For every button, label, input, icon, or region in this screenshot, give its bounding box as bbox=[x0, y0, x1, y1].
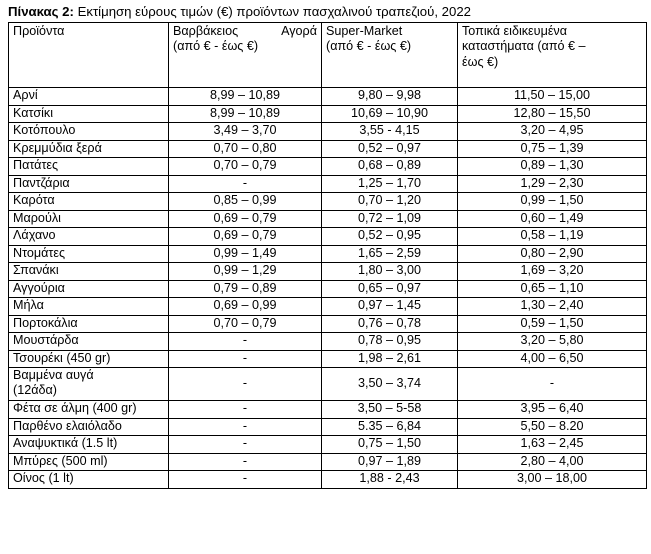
cell-local-stores: 2,80 – 4,00 bbox=[458, 453, 647, 471]
table-row bbox=[9, 298, 647, 316]
cell-product bbox=[9, 418, 169, 436]
cell-product bbox=[9, 298, 169, 316]
cell-varvakeios: 0,69 – 0,79 bbox=[169, 210, 322, 228]
cell-product bbox=[9, 263, 169, 281]
cell-supermarket: 0,72 – 1,09 bbox=[322, 210, 458, 228]
cell-supermarket: 0,65 – 0,97 bbox=[322, 280, 458, 298]
cell-varvakeios: 8,99 – 10,89 bbox=[169, 88, 322, 106]
header-supermarket bbox=[322, 23, 458, 88]
cell-varvakeios: - bbox=[169, 436, 322, 454]
cell-product bbox=[9, 401, 169, 419]
cell-local-stores: 3,95 – 6,40 bbox=[458, 401, 647, 419]
cell-local-stores: 12,80 – 15,50 bbox=[458, 105, 647, 123]
cell-varvakeios: 3,49 – 3,70 bbox=[169, 123, 322, 141]
cell-supermarket: 0,70 – 1,20 bbox=[322, 193, 458, 211]
header-local-stores bbox=[458, 23, 647, 88]
product-name: Καρότα bbox=[13, 193, 55, 207]
header-local-line2: καταστήματα (από € – bbox=[462, 39, 586, 54]
header-local-line3: έως €) bbox=[462, 54, 499, 69]
cell-supermarket: 1,80 – 3,00 bbox=[322, 263, 458, 281]
product-name: Μπύρες (500 ml) bbox=[13, 453, 108, 468]
header-varvakeios-unit: (από € - έως €) bbox=[173, 39, 259, 54]
table-row bbox=[9, 193, 647, 211]
table-row bbox=[9, 105, 647, 123]
cell-local-stores: 1,29 – 2,30 bbox=[458, 175, 647, 193]
table-row bbox=[9, 228, 647, 246]
table-row bbox=[9, 471, 647, 489]
cell-local-stores: 1,30 – 2,40 bbox=[458, 298, 647, 316]
product-name: Αγγούρια bbox=[13, 280, 65, 295]
cell-product bbox=[9, 436, 169, 454]
product-name: Πατάτες bbox=[13, 158, 59, 172]
cell-local-stores: 3,00 – 18,00 bbox=[458, 471, 647, 489]
cell-supermarket: 1,65 – 2,59 bbox=[322, 245, 458, 263]
header-varvakeios-line1b: Αγορά bbox=[281, 24, 317, 38]
cell-product bbox=[9, 105, 169, 123]
cell-supermarket: 0,52 – 0,95 bbox=[322, 228, 458, 246]
product-name: Μουστάρδα bbox=[13, 333, 79, 347]
cell-product bbox=[9, 88, 169, 106]
cell-product bbox=[9, 471, 169, 489]
cell-local-stores: 5,50 – 8.20 bbox=[458, 418, 647, 436]
cell-local-stores: 1,69 – 3,20 bbox=[458, 263, 647, 281]
cell-varvakeios: - bbox=[169, 418, 322, 436]
cell-local-stores: 0,75 – 1,39 bbox=[458, 140, 647, 158]
cell-local-stores: 0,65 – 1,10 bbox=[458, 280, 647, 298]
cell-supermarket: 0,97 – 1,45 bbox=[322, 298, 458, 316]
table-row bbox=[9, 158, 647, 176]
table-caption bbox=[8, 3, 471, 20]
cell-varvakeios: - bbox=[169, 333, 322, 351]
cell-supermarket: 0,78 – 0,95 bbox=[322, 333, 458, 351]
cell-varvakeios: 0,79 – 0,89 bbox=[169, 280, 322, 298]
cell-product bbox=[9, 228, 169, 246]
cell-supermarket: 0,52 – 0,97 bbox=[322, 140, 458, 158]
cell-supermarket: 1,88 - 2,43 bbox=[322, 471, 458, 489]
product-name: Κοτόπουλο bbox=[13, 123, 76, 137]
table-row bbox=[9, 368, 647, 401]
cell-varvakeios: 0,70 – 0,79 bbox=[169, 158, 322, 176]
price-table bbox=[8, 22, 647, 489]
product-name: Τσουρέκι (450 gr) bbox=[13, 350, 111, 365]
header-supermarket-line1: Super-Market bbox=[326, 24, 403, 38]
cell-varvakeios: - bbox=[169, 368, 322, 401]
cell-varvakeios: 0,69 – 0,79 bbox=[169, 228, 322, 246]
table-row bbox=[9, 333, 647, 351]
product-name: Παντζάρια bbox=[13, 175, 70, 190]
header-local-line1: Τοπικά ειδικευμένα bbox=[462, 24, 568, 38]
cell-varvakeios: 0,69 – 0,99 bbox=[169, 298, 322, 316]
product-name: Σπανάκι bbox=[13, 263, 59, 277]
product-name: Λάχανο bbox=[13, 228, 56, 242]
product-name: Αναψυκτικά (1.5 lt) bbox=[13, 436, 118, 450]
product-name: Μήλα bbox=[13, 298, 44, 312]
cell-product bbox=[9, 193, 169, 211]
caption-label: Πίνακας 2: bbox=[8, 4, 74, 19]
cell-varvakeios: 0,99 – 1,29 bbox=[169, 263, 322, 281]
header-varvakeios-line1a: Βαρβάκειος bbox=[173, 24, 239, 38]
cell-varvakeios: 8,99 – 10,89 bbox=[169, 105, 322, 123]
cell-local-stores: 0,99 – 1,50 bbox=[458, 193, 647, 211]
cell-supermarket: 5.35 – 6,84 bbox=[322, 418, 458, 436]
product-name: Κρεμμύδια ξερά bbox=[13, 140, 102, 155]
cell-product bbox=[9, 123, 169, 141]
header-product: Προϊόντα bbox=[9, 23, 169, 88]
product-name-line2: (12άδα) bbox=[13, 383, 57, 398]
product-name: Αρνί bbox=[13, 88, 38, 102]
table-row bbox=[9, 175, 647, 193]
cell-local-stores: 0,89 – 1,30 bbox=[458, 158, 647, 176]
cell-supermarket: 0,76 – 0,78 bbox=[322, 315, 458, 333]
cell-product bbox=[9, 280, 169, 298]
cell-product bbox=[9, 315, 169, 333]
table-row bbox=[9, 210, 647, 228]
cell-product bbox=[9, 245, 169, 263]
cell-supermarket: 1,98 – 2,61 bbox=[322, 350, 458, 368]
product-name: Φέτα σε άλμη (400 gr) bbox=[13, 401, 137, 415]
table-row bbox=[9, 140, 647, 158]
cell-varvakeios: - bbox=[169, 401, 322, 419]
table-row bbox=[9, 436, 647, 454]
header-varvakeios bbox=[169, 23, 322, 88]
table-row bbox=[9, 418, 647, 436]
cell-product bbox=[9, 453, 169, 471]
product-name: Οίνος (1 lt) bbox=[13, 471, 74, 485]
product-name: Μαρούλι bbox=[13, 210, 61, 225]
table-row bbox=[9, 123, 647, 141]
cell-local-stores: 4,00 – 6,50 bbox=[458, 350, 647, 368]
cell-local-stores: - bbox=[458, 368, 647, 401]
cell-local-stores: 0,60 – 1,49 bbox=[458, 210, 647, 228]
cell-supermarket: 1,25 – 1,70 bbox=[322, 175, 458, 193]
cell-supermarket: 3,50 – 3,74 bbox=[322, 368, 458, 401]
product-name: Πορτοκάλια bbox=[13, 315, 78, 330]
cell-product bbox=[9, 175, 169, 193]
cell-varvakeios: 0,99 – 1,49 bbox=[169, 245, 322, 263]
header-supermarket-unit: (από € - έως €) bbox=[326, 39, 412, 54]
cell-local-stores: 3,20 – 4,95 bbox=[458, 123, 647, 141]
cell-local-stores: 0,58 – 1,19 bbox=[458, 228, 647, 246]
cell-supermarket: 0,75 – 1,50 bbox=[322, 436, 458, 454]
table-row bbox=[9, 245, 647, 263]
caption-text: Εκτίμηση εύρους τιμών (€) προϊόντων πασχαλινού τραπεζιού, 2022 bbox=[77, 4, 471, 19]
cell-product bbox=[9, 210, 169, 228]
header-row bbox=[9, 23, 647, 88]
cell-product bbox=[9, 140, 169, 158]
table-row bbox=[9, 350, 647, 368]
cell-supermarket: 0,68 – 0,89 bbox=[322, 158, 458, 176]
cell-varvakeios: 0,70 – 0,80 bbox=[169, 140, 322, 158]
table-row bbox=[9, 280, 647, 298]
product-name: Βαμμένα αυγά bbox=[13, 368, 94, 382]
cell-local-stores: 3,20 – 5,80 bbox=[458, 333, 647, 351]
table-row bbox=[9, 315, 647, 333]
cell-local-stores: 11,50 – 15,00 bbox=[458, 88, 647, 106]
cell-product bbox=[9, 333, 169, 351]
table-row bbox=[9, 401, 647, 419]
cell-varvakeios: - bbox=[169, 350, 322, 368]
cell-product bbox=[9, 368, 169, 401]
cell-supermarket: 10,69 – 10,90 bbox=[322, 105, 458, 123]
cell-varvakeios: - bbox=[169, 471, 322, 489]
cell-supermarket: 3,50 – 5-58 bbox=[322, 401, 458, 419]
cell-local-stores: 0,59 – 1,50 bbox=[458, 315, 647, 333]
product-name: Ντομάτες bbox=[13, 245, 66, 260]
table-row bbox=[9, 453, 647, 471]
product-name: Παρθένο ελαιόλαδο bbox=[13, 418, 122, 433]
cell-varvakeios: 0,70 – 0,79 bbox=[169, 315, 322, 333]
cell-varvakeios: - bbox=[169, 453, 322, 471]
cell-varvakeios: 0,85 – 0,99 bbox=[169, 193, 322, 211]
table-row bbox=[9, 88, 647, 106]
cell-local-stores: 0,80 – 2,90 bbox=[458, 245, 647, 263]
cell-varvakeios: - bbox=[169, 175, 322, 193]
product-name: Κατσίκι bbox=[13, 105, 53, 120]
cell-supermarket: 3,55 - 4,15 bbox=[322, 123, 458, 141]
cell-supermarket: 0,97 – 1,89 bbox=[322, 453, 458, 471]
cell-local-stores: 1,63 – 2,45 bbox=[458, 436, 647, 454]
cell-product bbox=[9, 350, 169, 368]
cell-supermarket: 9,80 – 9,98 bbox=[322, 88, 458, 106]
table-row bbox=[9, 263, 647, 281]
cell-product bbox=[9, 158, 169, 176]
